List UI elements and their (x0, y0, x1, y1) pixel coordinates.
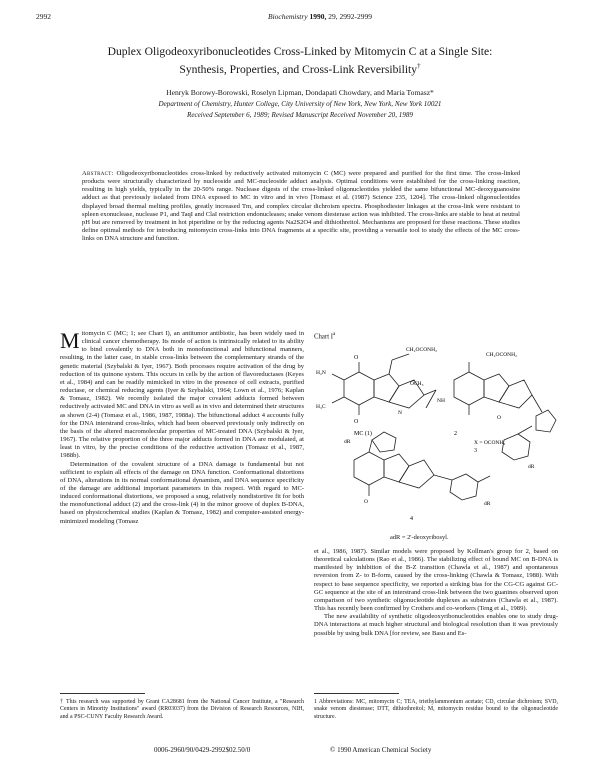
compound-3-label: 3 (474, 448, 477, 454)
journal-volume-pages: 29, 2992-2999 (328, 12, 372, 21)
intro-paragraph-1 (60, 330, 304, 461)
author-list: Henryk Borowy-Borowski, Roselyn Lipman, Dondapati Chowdary, and Maria Tomasz* (166, 88, 434, 97)
mc-ring-n: N (398, 410, 402, 416)
received-dates: Received September 6, 1989; Revised Manuscript Received November 20, 1989 (187, 111, 413, 119)
abbreviations-footnote: 1 Abbreviations: MC, mitomycin C; TEA, triethylammonium acetate; CD, circular dichroism; SVD, snake venom diesterase; DTT, dithiothreitol; M, mitomycin residue bound to the oligonucleotide structure. (314, 699, 558, 720)
crosslink-dr-bottom: dR (484, 501, 491, 507)
page-number: 2992 (36, 12, 51, 21)
mc-amine-label: H₂N (316, 370, 326, 376)
right-paragraph-2: The new availability of synthetic oligodeoxyribonucleotides enables one to study drug-DNA interactions at much higher structural and biological resolution than it was previously possible by using bulk DNA [for review, see Basu and Es- (314, 613, 558, 637)
abstract-label: Abstract: (82, 170, 114, 177)
compound-1-label: MC (1) (354, 431, 372, 437)
body-column-left (60, 330, 304, 526)
title-line-2-text: Synthesis, Properties, and Cross-Link Reversibility (179, 62, 418, 76)
adduct-2-dr-label: dR (528, 464, 535, 470)
chemical-structures-figure (314, 340, 558, 545)
intro-paragraph-1-text: itomycin C (MC; 1; see Chart I), an antitumor antibiotic, has been widely used in clinical cancer chemotherapy. Its mode of action is intrinsically related to its ability to bind covalently to DNA both in monofunctional and bifunctional manners, resulting, in the latter case, in stable cross-links between the complementary strands of the genetic material (Szybalski & Iyer, 1967). Both processes require activation of the drug by reduction of its quinone system. This occurs in cells by the action of flavoreductases (Keyes et al., 1984) and can be readily mimicked in vitro in the presence of cell extracts, purified reductase, or chemical reducing agents (Iyer & Szybalski, 1964; Lown et al., 1976; Kaplan & Tomasz, 1982). We recently isolated the major covalent adducts formed between reductively activated MC and DNA in vitro as well as in vivo and determined their structures as shown (2-4) (Tomasz et al., 1986, 1987, 1988a). The bifunctional adduct 4 accounts fully for the DNA interstrand cross-links, which had been observed previously only indirectly on the basis of the altered macromolecular properties of MC-treated DNA (Szybalski & Iyer, 1967). The relative proportion of the three major adducts formed in DNA are modulated, at least in vitro, by the precise conditions of the reductive activation (Tomasz et al., 1987, 1988b). (60, 330, 304, 460)
chart-label-mark: a (333, 332, 336, 337)
adduct-2-oxygen: O (497, 415, 501, 421)
journal-name: Biochemistry (268, 12, 308, 21)
compound-4-label: 4 (410, 516, 413, 522)
title-line-2 (40, 59, 560, 77)
crosslink-dr-top: dR (344, 439, 351, 445)
abstract (82, 170, 520, 243)
crosslink-4-structure (354, 432, 490, 500)
article-code: 0006-2960/90/0429-2992$02.50/0 (154, 746, 251, 754)
footnote-divider-right (314, 693, 399, 694)
adduct-2-carbamate: CH₂OCONH₂ (486, 352, 518, 358)
title-line-1: Duplex Oligodeoxyribonucleotides Cross-Linked by Mitomycin C at a Single Site: (107, 45, 493, 58)
mc-methoxy-label: OCH₃ (410, 381, 424, 387)
deoxyribosyl-note: adR = 2'-deoxyribosyl. (390, 534, 449, 541)
copyright: © 1990 American Chemical Society (330, 746, 432, 754)
mc-oxygen-top: O (354, 355, 359, 361)
affiliation: Department of Chemistry, Hunter College, City University of New York, New York, New York 10021 (158, 100, 442, 108)
crosslink-oxygen: O (364, 499, 368, 505)
adduct-3-formula: X = OCONH₂ (474, 440, 506, 446)
journal-year: 1990, (309, 12, 327, 21)
mc-oxygen-bottom: O (354, 419, 359, 425)
chart-label-text: Chart I (314, 333, 334, 341)
body-column-right (314, 548, 558, 638)
mc-aziridine-nh: NH (437, 398, 445, 404)
running-header (190, 12, 450, 21)
compound-2-label: 2 (454, 431, 457, 437)
footnote-divider-left (60, 693, 145, 694)
title-footnote-mark: † (417, 62, 421, 70)
paper-title (40, 44, 560, 77)
mc-carbamate-label: CH₂OCONH₂ (406, 347, 438, 353)
drop-cap: M (60, 328, 80, 353)
intro-paragraph-2: Determination of the covalent structure of a DNA damage is fundamental but not sufficient to explain all effects of the damage on DNA function. Conformational distortions of DNA, alterations in its normal conformational dynamism, and DNA sequence specificity of the damage are additional important parameters in this respect. With regard to MC-induced conformational distortions, we proposed a snug, relatively nondistortive fit for both the monofunctional adduct (2) and the cross-link (4) in the minor groove of duplex B-DNA, based on physicochemical studies (Kaplan & Tomasz, 1982) and computer-assisted energy-minimized modeling (Tomasz (60, 460, 304, 525)
funding-footnote: † This research was supported by Grant CA28681 from the National Cancer Institute, a "Research Centers in Minority Institutions" award (RR03037) from the Division of Research Resources, NIH, and a PSC-CUNY Faculty Research Award. (60, 699, 304, 720)
abstract-text: Oligodeoxyribonucleotides cross-linked by reductively activated mitomycin C (MC) were prepared and purified for the first time. The cross-linked products were structurally characterized by nucleoside and MC-nucleoside adduct analysis. Optimal conditions were established for the cross-linking reaction, resulting in high yields, typically in the 20-50% range. Nuclease digests of the cross-linked oligonucleotides yielded the same bifunctional MC-deoxyguanosine adduct as that previously isolated from DNA exposed to MC in vitro and in vivo [Tomasz et al. (1987) Science 235, 1204]. The cross-linked oligonucleotides displayed broad thermal melting profiles, greatly increased Tm, and complex circular dichroism spectra. Phosphodiester linkages at the cross-link were resistant to spleen exonuclease, nuclease P1, and TaqI and ClaI restriction endonucleases; snake venom diesterase action was inhibited. The cross-links are stable to heat at neutral pH but are removed by treatment in hot piperidine or by the reducing agents Na2S2O4 and dithiothreitol. Mechanisms are proposed for these reactions. These studies define optimal methods for introducing mitomycin cross-links into DNA fragments at a specific site, providing a versatile tool to study the effects of the MC cross-links on DNA structure and function. (82, 170, 521, 243)
right-paragraph-1: et al., 1986, 1987). Similar models were proposed by Kollman's group for 2, based on theoretical calculations (Rao et al., 1986). The stabilizing effect of bound MC on B-DNA is manifested by inhibition of the B-Z transition (Chawla et al., 1987) and spontaneous reversion from Z- to B-form, caused by the cross-linking (Chawla & Tomasz, 1988). With respect to base sequence specificity, we reported a striking bias for the CG-CG against GC-GC sequence at the site of an interstrand cross-link between the two guanines observed upon comparison of two synthetic oligonucleotide duplexes as substrates (Chawla et al., 1987). This has recently been confirmed by Crothers and co-workers (Teng et al., 1989). (314, 548, 558, 613)
mc-methyl-label: H₃C (316, 404, 326, 410)
